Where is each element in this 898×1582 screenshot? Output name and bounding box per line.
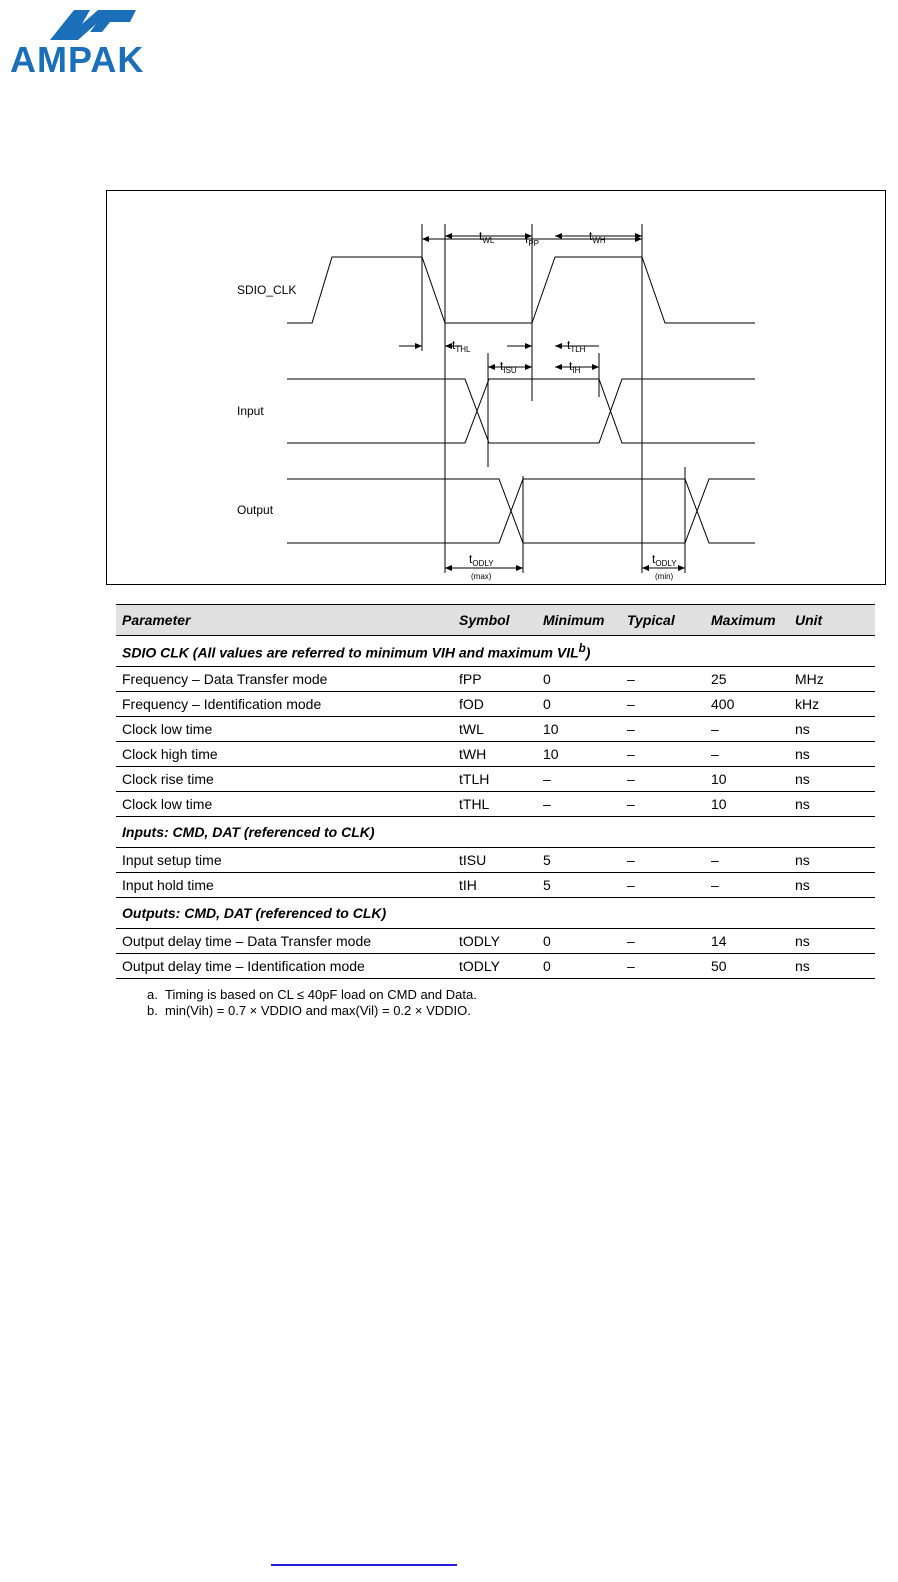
label-fpp: $f_{PP}$: [525, 232, 540, 248]
table-row: Clock high time tWH 10 – – ns: [116, 742, 875, 767]
label-todly-min-note: (min): [655, 572, 674, 581]
table-row: Input hold time tIH 5 – – ns: [116, 873, 875, 898]
table-row: Clock low time tTHL – – 10 ns: [116, 792, 875, 817]
clk-waveform: [287, 257, 755, 323]
header-minimum: Minimum: [537, 605, 621, 636]
table-footnotes: [147, 987, 477, 1019]
logo-mark-icon: [40, 6, 140, 42]
header-maximum: Maximum: [705, 605, 789, 636]
label-twh: $t_{WH}$: [589, 229, 606, 245]
header-typical: Typical: [621, 605, 705, 636]
header-symbol: Symbol: [453, 605, 537, 636]
input-high-line: [287, 379, 755, 443]
header-unit: Unit: [789, 605, 875, 636]
table-row: Output delay time – Data Transfer mode tODLY 0 – 14 ns: [116, 929, 875, 954]
section-inputs: Inputs: CMD, DAT (referenced to CLK): [116, 817, 875, 848]
footer-link-underline[interactable]: [271, 1564, 457, 1566]
table-row: Frequency – Data Transfer mode fPP 0 – 25 MHz: [116, 667, 875, 692]
signal-label-clk: SDIO_CLK: [237, 283, 297, 297]
label-todly-min: $t_{ODLY}$: [652, 552, 677, 568]
signal-label-input: Input: [237, 404, 264, 418]
label-todly-max-note: (max): [471, 572, 492, 581]
label-ttlh: $t_{TLH}$: [567, 338, 586, 354]
label-tthl: $t_{THL}$: [452, 338, 471, 354]
timing-spec-table: [116, 604, 875, 979]
table-row: Input setup time tISU 5 – – ns: [116, 848, 875, 873]
timing-diagram: [106, 190, 886, 585]
label-tih: $t_{IH}$: [569, 359, 581, 375]
label-todly-max: $t_{ODLY}$: [469, 552, 494, 568]
timing-diagram-svg: [107, 191, 887, 586]
table-row: Clock low time tWL 10 – – ns: [116, 717, 875, 742]
signal-label-output: Output: [237, 503, 274, 517]
label-tisu: $t_{ISU}$: [500, 359, 517, 375]
table-row: Frequency – Identification mode fOD 0 – 400 kHz: [116, 692, 875, 717]
table-row: Clock rise time tTLH – – 10 ns: [116, 767, 875, 792]
footnote-b: b. min(Vih) = 0.7 × VDDIO and max(Vil) = 0.2 × VDDIO.: [147, 1003, 471, 1018]
section-outputs: Outputs: CMD, DAT (referenced to CLK): [116, 898, 875, 929]
input-low-line: [287, 379, 755, 443]
header-parameter: Parameter: [116, 605, 453, 636]
logo-text: AMPAK: [10, 39, 145, 80]
label-twl: $t_{WL}$: [479, 229, 495, 245]
footnote-a: a. Timing is based on CL ≤ 40pF load on CMD and Data.: [147, 987, 477, 1002]
table-header-row: [116, 605, 875, 636]
table-row: Output delay time – Identification mode tODLY 0 – 50 ns: [116, 954, 875, 979]
section-sdio-clk: SDIO CLK (All values are referred to minimum VIH and maximum VIL$^b$): [116, 636, 875, 667]
